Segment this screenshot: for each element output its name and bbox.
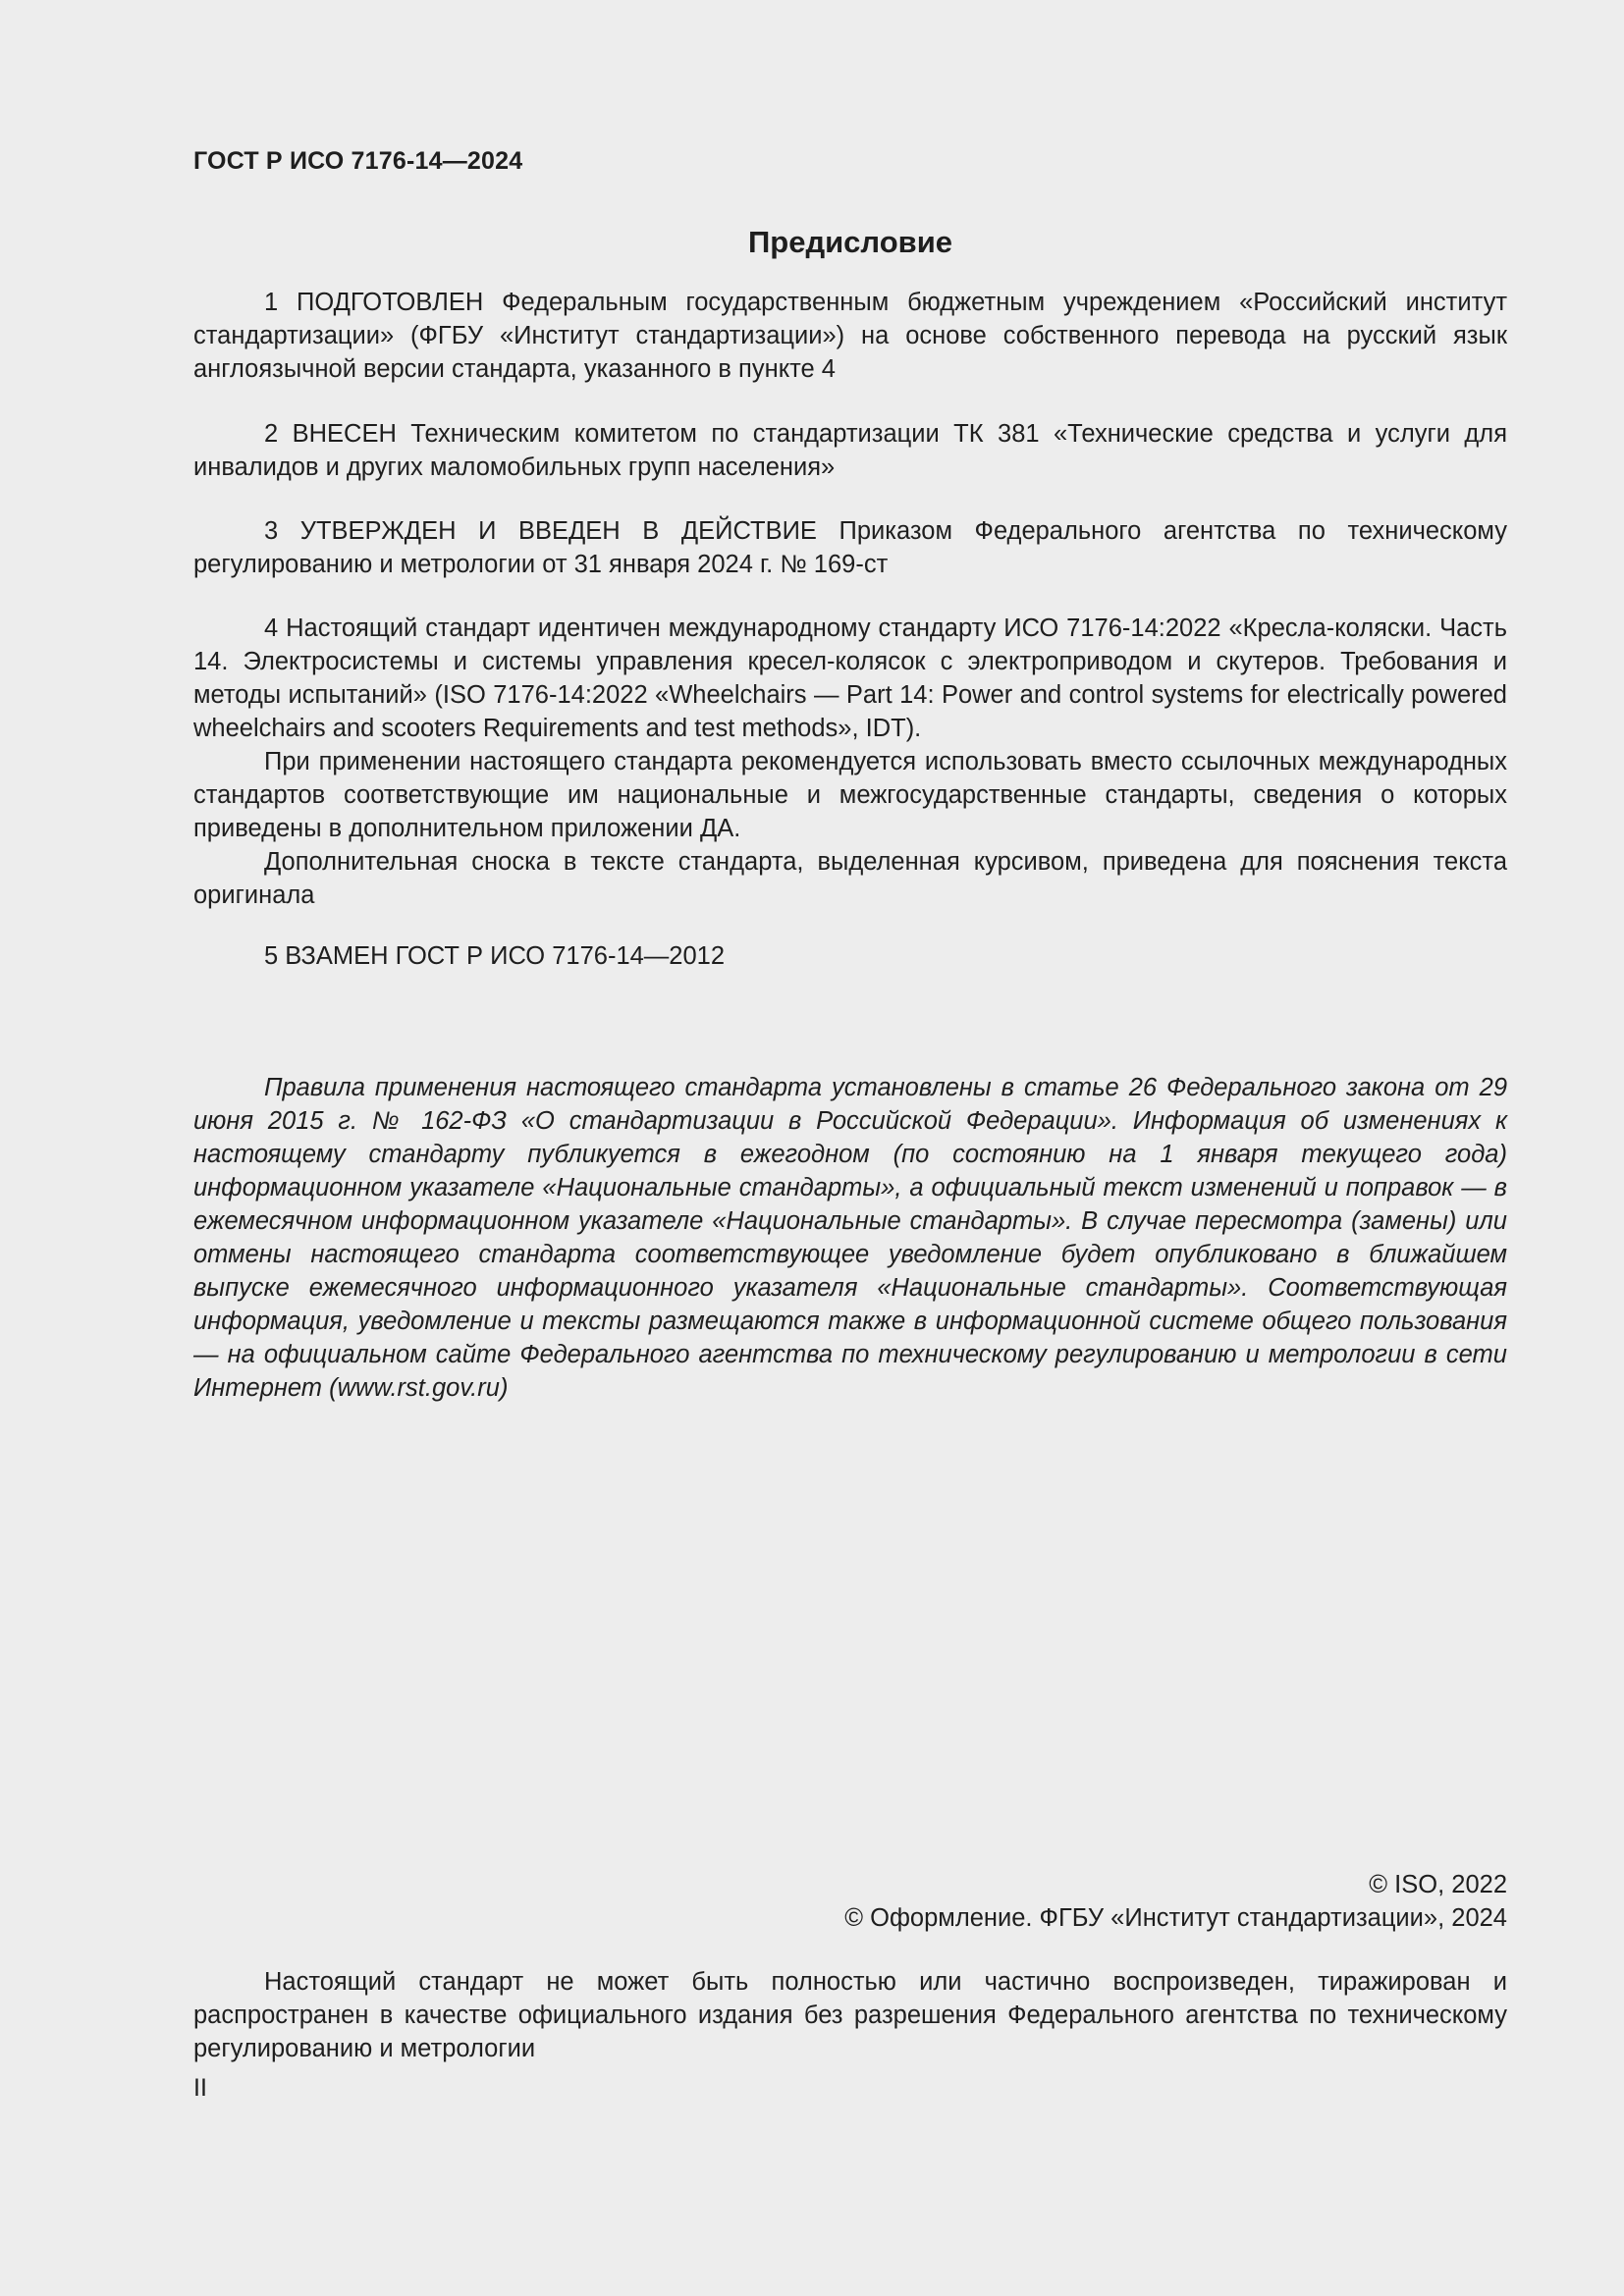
foreword-item-5-text: 5 ВЗАМЕН ГОСТ Р ИСО 7176-14—2012 xyxy=(264,942,726,970)
foreword-item-1-text: 1 ПОДГОТОВЛЕН Федеральным государственным бюджетным учреждением «Российский институт стандартизации» (ФГБУ «Институт стандартизации») на основе собственного перевода на русский язык англоязычной версии стандарта, указанного в пункте 4 xyxy=(193,289,1507,383)
foreword-item-3 xyxy=(193,514,1507,581)
foreword-item-2-text: 2 ВНЕСЕН Техническим комитетом по стандартизации ТК 381 «Технические средства и услуги для инвалидов и других маломобильных групп населения» xyxy=(193,420,1507,481)
rules-notice-text: Правила применения настоящего стандарта установлены в статье 26 Федерального закона от 29 июня 2015 г. № 162-ФЗ «О стандартизации в Российской Федерации». Информация об изменениях к настоящему стандарту публикуется в ежегодном (по состоянию на 1 января текущего года) информационном указателе «Национальные стандарты», а официальный текст изменений и поправок — в ежемесячном информационном указателе «Национальные стандарты». В случае пересмотра (замены) или отмены настоящего стандарта соответствующее уведомление будет опубликовано в ближайшем выпуске ежемесячного информационного указателя «Национальные стандарты». Соответствующая информация, уведомление и тексты размещаются также в информационной системе общего пользования — на официальном сайте Федерального агентства по техническому регулированию и метрологии в сети Интернет (www.rst.gov.ru) xyxy=(193,1074,1507,1402)
foreword-item-4-footnote-note: Дополнительная сноска в тексте стандарта, выделенная курсивом, приведена для пояснения текста оригинала xyxy=(193,848,1507,909)
reproduction-notice-text: Настоящий стандарт не может быть полностью или частично воспроизведен, тиражирован и распространен в качестве официального издания без разрешения Федерального агентства по техническому регулированию и метрологии xyxy=(193,1968,1507,2062)
foreword-item-4-reference-note: При применении настоящего стандарта рекомендуется использовать вместо ссылочных международных стандартов соответствующие им национальные и межгосударственные стандарты, сведения о которых приведены в дополнительном приложении ДА. xyxy=(193,748,1507,842)
foreword-item-1 xyxy=(193,286,1507,386)
copyright-iso: © ISO, 2022 xyxy=(1369,1871,1507,1898)
reproduction-notice xyxy=(193,1965,1507,2065)
page-title: Предисловие xyxy=(747,225,952,259)
copyright-block xyxy=(193,1868,1507,1935)
foreword-item-3-text: 3 УТВЕРЖДЕН И ВВЕДЕН В ДЕЙСТВИЕ Приказом Федерального агентства по техническому регулированию и метрологии от 31 января 2024 г. № 169-ст xyxy=(193,517,1507,578)
foreword-item-2 xyxy=(193,417,1507,484)
rules-notice xyxy=(193,1071,1507,1405)
page-number: II xyxy=(193,2074,207,2102)
foreword-item-4-text: 4 Настоящий стандарт идентичен международному стандарту ИСО 7176-14:2022 «Кресла-коляски. Часть 14. Электросистемы и системы управления кресел-колясок с электроприводом и скутеров. Требования и методы испытаний» (ISO 7176-14:2022 «Wheelchairs — Part 14: Power and control systems for electrically powered wheelchairs and scooters Requirements and test methods», IDT). xyxy=(193,614,1507,742)
foreword-item-4 xyxy=(193,612,1507,912)
document-code: ГОСТ Р ИСО 7176-14—2024 xyxy=(193,147,523,175)
foreword-item-5 xyxy=(193,939,1507,973)
copyright-design: © Оформление. ФГБУ «Институт стандартизации», 2024 xyxy=(844,1904,1507,1932)
